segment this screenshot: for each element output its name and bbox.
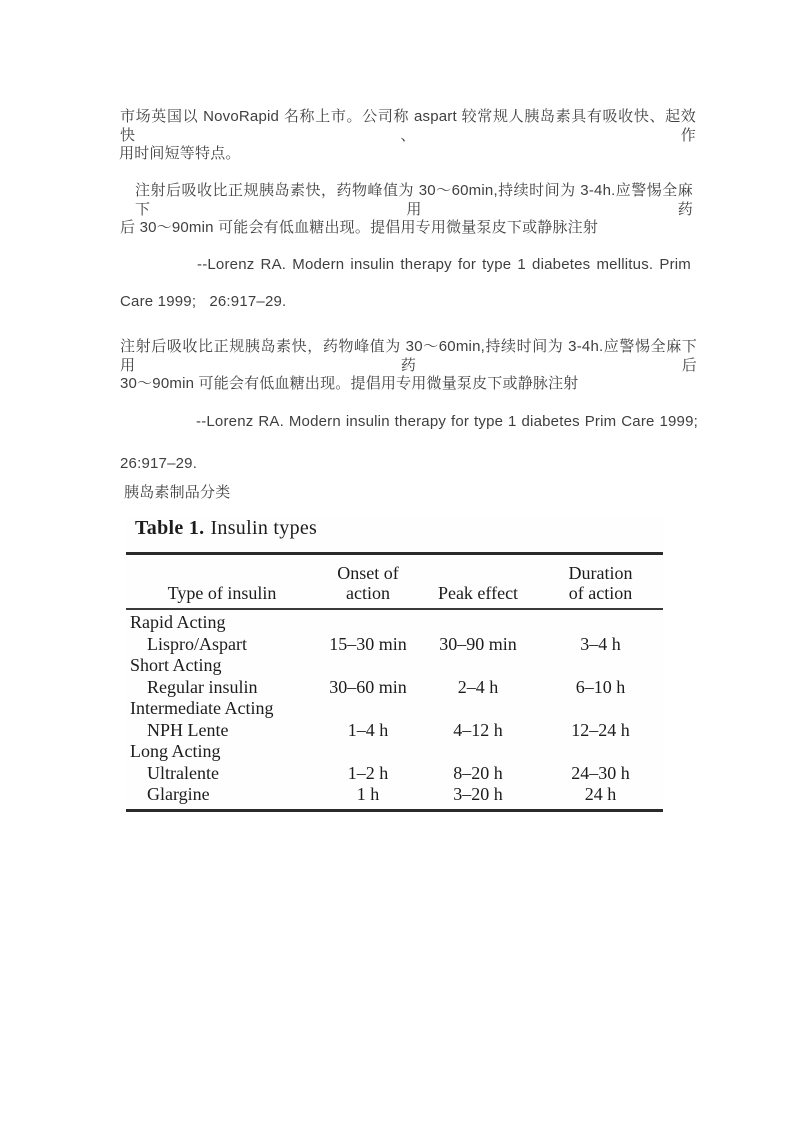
table-row-regular-insulin (126, 677, 663, 699)
table-header-peak: Peak effect (437, 583, 519, 603)
para2-line2: 后 30～90min 可能会有低血糖出现。提倡用专用微量泵皮下或静脉注射 (120, 219, 599, 236)
table-header-duration-line2: of action (568, 583, 633, 603)
para1-line2: 用时间短等特点。 (119, 145, 241, 162)
cell-peak (418, 698, 538, 720)
cell-duration (538, 612, 663, 634)
table-row-lispro-aspart (126, 634, 663, 656)
cell-type: Lispro/Aspart (147, 633, 247, 654)
cell-type: NPH Lente (147, 719, 229, 740)
cell-duration: 6–10 h (575, 676, 626, 697)
cell-onset (318, 655, 418, 677)
table-header-duration-line1: Duration (568, 563, 633, 583)
citation1-line2: Care 1999; 26:917–29. (120, 293, 287, 310)
cell-onset: 1–2 h (347, 762, 389, 783)
cell-type: Long Acting (130, 741, 221, 761)
insulin-types-table (126, 517, 663, 812)
table-row-glargine (126, 784, 663, 806)
cell-onset: 1–4 h (347, 719, 389, 740)
cell-duration: 12–24 h (571, 719, 630, 740)
cell-onset: 1 h (356, 784, 380, 804)
cell-peak: 30–90 min (439, 633, 517, 654)
table-row-nph-lente (126, 720, 663, 742)
cell-peak (418, 612, 538, 634)
table-body (126, 610, 663, 812)
cell-type: Glargine (147, 784, 210, 804)
table-row-ultralente (126, 763, 663, 785)
table-header-onset (318, 563, 418, 603)
para1-line1: 市场英国以 NovoRapid 名称上市。公司称 aspart 较常规人胰岛素具有吸收快、起效快、作 (120, 108, 696, 144)
cell-peak (418, 741, 538, 763)
section-heading: 胰岛素制品分类 (124, 484, 231, 501)
para3-line1: 注射后吸收比正规胰岛素快，药物峰值为 30～60min,持续时间为 3-4h.应警惕全麻下用药后 (120, 338, 697, 374)
table-header-type: Type of insulin (167, 583, 277, 603)
cell-type: Short Acting (130, 655, 222, 675)
cell-duration: 3–4 h (580, 633, 621, 654)
cell-peak: 2–4 h (457, 676, 499, 697)
cell-peak (418, 655, 538, 677)
cell-type: Intermediate Acting (130, 698, 274, 718)
cell-peak: 8–20 h (453, 762, 503, 783)
para3-line2: 30～90min 可能会有低血糖出现。提倡用专用微量泵皮下或静脉注射 (120, 375, 579, 392)
table-header-onset-line2: action (346, 583, 390, 603)
cell-duration (538, 741, 663, 763)
table-header-onset-line1: Onset of (337, 563, 399, 583)
table-row-rapid-acting (126, 612, 663, 634)
cell-peak: 4–12 h (453, 719, 503, 740)
citation2-line2: 26:917–29. (120, 455, 198, 472)
cell-onset (318, 698, 418, 720)
cell-onset: 15–30 min (329, 633, 407, 654)
cell-type: Regular insulin (147, 676, 258, 697)
table-header-duration (538, 563, 663, 603)
cell-type: Ultralente (147, 762, 219, 783)
table-title-text: Insulin types (210, 517, 318, 539)
para2-line1: 注射后吸收比正规胰岛素快，药物峰值为 30～60min,持续时间为 3-4h.应警惕全麻下用药 (135, 182, 693, 218)
citation1-line1: --Lorenz RA. Modern insulin therapy for type 1 diabetes mellitus. Prim (197, 256, 691, 273)
table-row-short-acting (126, 655, 663, 677)
table-row-long-acting (126, 741, 663, 763)
cell-onset (318, 741, 418, 763)
cell-type: Rapid Acting (130, 612, 226, 632)
cell-duration (538, 655, 663, 677)
table-title (126, 517, 663, 552)
table-header-row (126, 552, 663, 610)
citation2-line1: --Lorenz RA. Modern insulin therapy for type 1 diabetes Prim Care 1999; (196, 413, 698, 430)
table-row-intermediate-acting (126, 698, 663, 720)
cell-duration: 24–30 h (571, 762, 630, 783)
table-title-number: Table 1. (135, 517, 205, 539)
cell-duration (538, 698, 663, 720)
cell-onset (318, 612, 418, 634)
cell-duration: 24 h (584, 784, 617, 804)
cell-onset: 30–60 min (329, 676, 407, 697)
cell-peak: 3–20 h (453, 784, 503, 804)
